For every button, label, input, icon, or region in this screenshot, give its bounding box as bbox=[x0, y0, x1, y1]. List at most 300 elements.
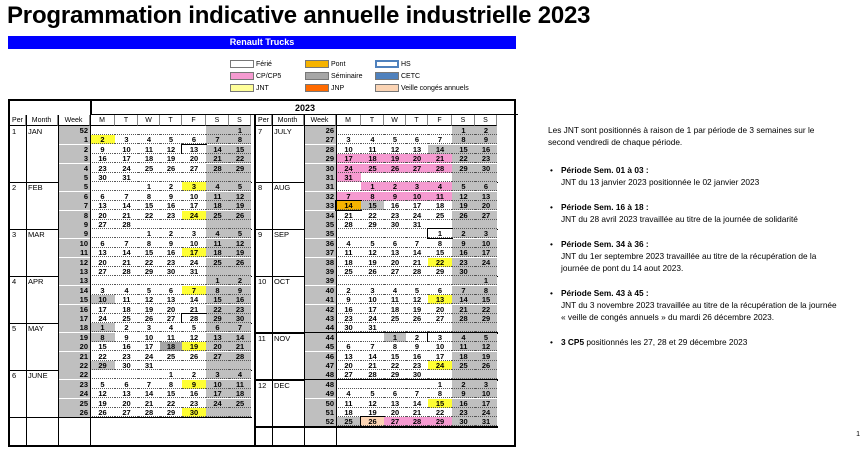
day-cell: 3 bbox=[361, 286, 384, 295]
day-cell bbox=[336, 276, 361, 285]
day-cell: 24 bbox=[428, 361, 452, 370]
day-cell: 27 bbox=[475, 211, 497, 220]
day-cell: 17 bbox=[428, 352, 452, 361]
day-cell bbox=[229, 173, 251, 182]
day-cell: 18 bbox=[336, 258, 361, 267]
week-number: 44 bbox=[304, 333, 336, 342]
note-heading: 3 CP5 bbox=[561, 337, 585, 347]
note-body: JNT du 3 novembre 2023 travaillée au titre de la récupération de la journée « veille de congés annuels » du mardi 26 décembre 2023. bbox=[561, 300, 837, 322]
day-cell: 24 bbox=[90, 314, 115, 323]
day-cell: 24 bbox=[138, 352, 160, 361]
note-item bbox=[548, 164, 838, 188]
day-cell: 28 bbox=[138, 408, 160, 417]
week-number: 3 bbox=[58, 154, 90, 163]
day-cell: 19 bbox=[229, 248, 251, 257]
day-cell: 12 bbox=[361, 248, 384, 257]
period-number: 2 bbox=[12, 183, 17, 193]
day-cell: 4 bbox=[138, 135, 160, 144]
day-cell: 29 bbox=[475, 314, 497, 323]
day-cell bbox=[90, 126, 115, 135]
column-header: F bbox=[428, 115, 452, 126]
day-cell: 4 bbox=[428, 182, 452, 191]
day-cell: 18 bbox=[160, 342, 182, 351]
day-cell: 30 bbox=[475, 164, 497, 173]
week-number: 39 bbox=[304, 267, 336, 276]
day-cell: 3 bbox=[475, 380, 497, 389]
day-cell bbox=[115, 370, 138, 379]
day-cell: 25 bbox=[336, 417, 361, 426]
legend-label: JNT bbox=[256, 84, 269, 92]
day-cell: 25 bbox=[428, 211, 452, 220]
day-cell: 18 bbox=[452, 352, 475, 361]
day-cell: 25 bbox=[384, 314, 406, 323]
day-cell: 9 bbox=[336, 295, 361, 304]
day-cell: 1 bbox=[206, 276, 229, 285]
week-number: 22 bbox=[58, 370, 90, 379]
day-cell: 5 bbox=[452, 182, 475, 191]
day-cell: 9 bbox=[160, 192, 182, 201]
day-cell: 19 bbox=[361, 408, 384, 417]
day-cell: 26 bbox=[384, 164, 406, 173]
day-cell: 30 bbox=[160, 267, 182, 276]
day-cell: 4 bbox=[206, 229, 229, 238]
day-cell: 9 bbox=[406, 342, 428, 351]
day-cell: 14 bbox=[229, 333, 251, 342]
day-cell: 22 bbox=[138, 258, 160, 267]
day-cell: 1 bbox=[428, 380, 452, 389]
day-cell: 28 bbox=[229, 352, 251, 361]
week-number: 34 bbox=[304, 211, 336, 220]
month-label: JULY bbox=[274, 127, 292, 136]
legend-label: Férié bbox=[256, 60, 272, 68]
day-cell: 28 bbox=[115, 267, 138, 276]
day-cell: 30 bbox=[384, 220, 406, 229]
day-cell: 3 bbox=[182, 182, 206, 191]
day-cell: 2 bbox=[452, 380, 475, 389]
day-cell bbox=[229, 361, 251, 370]
day-cell: 20 bbox=[475, 201, 497, 210]
month-label: JUNE bbox=[28, 371, 48, 381]
legend-label: Veille congés annuels bbox=[401, 84, 469, 92]
day-cell: 24 bbox=[115, 164, 138, 173]
day-cell: 18 bbox=[206, 248, 229, 257]
day-cell: 14 bbox=[452, 295, 475, 304]
day-cell bbox=[384, 276, 406, 285]
week-number: 2 bbox=[58, 145, 90, 154]
day-cell: 24 bbox=[206, 399, 229, 408]
day-cell: 28 bbox=[406, 267, 428, 276]
day-cell: 11 bbox=[336, 248, 361, 257]
day-cell: 5 bbox=[160, 135, 182, 144]
day-cell: 1 bbox=[90, 323, 115, 332]
legend-item bbox=[305, 83, 344, 93]
day-cell: 9 bbox=[452, 239, 475, 248]
day-cell: 18 bbox=[115, 305, 138, 314]
day-cell: 26 bbox=[361, 417, 384, 426]
day-cell: 2 bbox=[115, 323, 138, 332]
day-cell: 11 bbox=[206, 239, 229, 248]
day-cell: 17 bbox=[90, 305, 115, 314]
day-cell: 6 bbox=[206, 323, 229, 332]
day-cell: 5 bbox=[138, 286, 160, 295]
day-cell: 23 bbox=[182, 399, 206, 408]
day-cell: 4 bbox=[229, 370, 251, 379]
day-cell bbox=[361, 380, 384, 389]
day-cell: 29 bbox=[206, 314, 229, 323]
day-cell: 21 bbox=[115, 211, 138, 220]
week-number: 19 bbox=[58, 333, 90, 342]
month-label: OCT bbox=[274, 277, 290, 287]
day-cell: 22 bbox=[138, 211, 160, 220]
day-cell bbox=[428, 220, 452, 229]
day-cell: 28 bbox=[406, 417, 428, 426]
day-cell: 13 bbox=[384, 248, 406, 257]
day-cell: 18 bbox=[229, 389, 251, 398]
day-cell: 5 bbox=[384, 135, 406, 144]
day-cell bbox=[336, 182, 361, 191]
day-cell: 4 bbox=[336, 239, 361, 248]
day-cell: 26 bbox=[138, 314, 160, 323]
day-cell: 31 bbox=[475, 417, 497, 426]
day-cell: 23 bbox=[452, 258, 475, 267]
day-cell bbox=[361, 126, 384, 135]
day-cell: 23 bbox=[160, 211, 182, 220]
day-cell: 19 bbox=[90, 399, 115, 408]
day-cell bbox=[361, 229, 384, 238]
week-number: 42 bbox=[304, 305, 336, 314]
legend-swatch bbox=[375, 60, 399, 68]
day-cell: 16 bbox=[229, 295, 251, 304]
week-number: 15 bbox=[58, 295, 90, 304]
day-cell: 9 bbox=[452, 389, 475, 398]
day-cell bbox=[384, 173, 406, 182]
day-cell: 15 bbox=[361, 201, 384, 210]
day-cell bbox=[206, 267, 229, 276]
day-cell: 5 bbox=[90, 380, 115, 389]
day-cell bbox=[428, 276, 452, 285]
day-cell: 10 bbox=[406, 192, 428, 201]
day-cell: 19 bbox=[138, 305, 160, 314]
day-cell: 31 bbox=[138, 361, 160, 370]
day-cell bbox=[452, 370, 475, 379]
day-cell: 8 bbox=[138, 192, 160, 201]
week-number: 38 bbox=[304, 258, 336, 267]
day-cell: 12 bbox=[90, 389, 115, 398]
day-cell: 12 bbox=[229, 239, 251, 248]
day-cell: 29 bbox=[428, 267, 452, 276]
column-header: M bbox=[90, 115, 115, 126]
day-cell: 12 bbox=[384, 145, 406, 154]
day-cell: 27 bbox=[406, 164, 428, 173]
column-header: Per bbox=[10, 115, 26, 126]
day-cell: 25 bbox=[361, 164, 384, 173]
day-cell bbox=[384, 323, 406, 332]
day-cell: 10 bbox=[475, 389, 497, 398]
legend-label: CETC bbox=[401, 72, 421, 80]
day-cell: 13 bbox=[90, 248, 115, 257]
note-heading: Période Sem. 16 à 18 : bbox=[561, 202, 649, 212]
day-cell: 17 bbox=[182, 248, 206, 257]
day-cell bbox=[336, 229, 361, 238]
day-cell: 30 bbox=[452, 267, 475, 276]
day-cell bbox=[115, 126, 138, 135]
week-number: 50 bbox=[304, 399, 336, 408]
month-label: MAR bbox=[28, 230, 45, 240]
day-cell: 6 bbox=[475, 182, 497, 191]
day-cell bbox=[428, 323, 452, 332]
day-cell bbox=[361, 276, 384, 285]
day-cell bbox=[206, 408, 229, 417]
day-cell: 21 bbox=[182, 305, 206, 314]
day-cell: 12 bbox=[406, 295, 428, 304]
note-heading: Période Sem. 34 à 36 : bbox=[561, 239, 649, 249]
day-cell: 28 bbox=[115, 220, 138, 229]
day-cell: 6 bbox=[115, 380, 138, 389]
day-cell bbox=[182, 361, 206, 370]
day-cell: 8 bbox=[475, 286, 497, 295]
day-cell: 10 bbox=[361, 295, 384, 304]
day-cell: 2 bbox=[452, 229, 475, 238]
day-cell: 20 bbox=[336, 361, 361, 370]
day-cell: 10 bbox=[428, 342, 452, 351]
week-number: 47 bbox=[304, 361, 336, 370]
week-number: 51 bbox=[304, 408, 336, 417]
day-cell: 26 bbox=[452, 211, 475, 220]
day-cell: 26 bbox=[406, 314, 428, 323]
month-divider bbox=[256, 426, 498, 428]
day-cell bbox=[452, 323, 475, 332]
day-cell: 18 bbox=[384, 305, 406, 314]
column-header: F bbox=[182, 115, 206, 126]
day-cell: 14 bbox=[115, 201, 138, 210]
legend-swatch bbox=[230, 72, 254, 80]
day-cell: 24 bbox=[475, 408, 497, 417]
day-cell: 21 bbox=[361, 361, 384, 370]
day-cell: 16 bbox=[475, 145, 497, 154]
day-cell: 11 bbox=[428, 192, 452, 201]
day-cell: 21 bbox=[406, 408, 428, 417]
week-number: 16 bbox=[58, 305, 90, 314]
day-cell: 21 bbox=[452, 305, 475, 314]
period-number: 11 bbox=[258, 333, 266, 343]
week-number: 11 bbox=[58, 248, 90, 257]
day-cell: 7 bbox=[336, 192, 361, 201]
note-item bbox=[548, 336, 838, 348]
week-number: 36 bbox=[304, 239, 336, 248]
day-cell: 6 bbox=[384, 389, 406, 398]
day-cell: 30 bbox=[182, 408, 206, 417]
day-cell: 16 bbox=[406, 352, 428, 361]
day-cell: 19 bbox=[160, 154, 182, 163]
week-number: 49 bbox=[304, 389, 336, 398]
day-cell: 10 bbox=[182, 192, 206, 201]
day-cell: 18 bbox=[336, 408, 361, 417]
column-divider bbox=[90, 115, 91, 447]
day-cell: 31 bbox=[361, 323, 384, 332]
day-cell: 20 bbox=[384, 258, 406, 267]
week-number: 5 bbox=[58, 173, 90, 182]
day-cell: 28 bbox=[452, 314, 475, 323]
day-cell: 2 bbox=[406, 333, 428, 342]
day-cell: 8 bbox=[452, 135, 475, 144]
day-cell: 19 bbox=[406, 305, 428, 314]
month-divider bbox=[10, 417, 252, 419]
day-cell: 9 bbox=[115, 333, 138, 342]
day-cell: 30 bbox=[229, 314, 251, 323]
week-number: 31 bbox=[304, 182, 336, 191]
week-number: 30 bbox=[304, 164, 336, 173]
week-number: 20 bbox=[58, 342, 90, 351]
day-cell: 6 bbox=[384, 239, 406, 248]
day-cell: 13 bbox=[336, 352, 361, 361]
week-number: 43 bbox=[304, 314, 336, 323]
day-cell bbox=[452, 173, 475, 182]
column-header: S bbox=[452, 115, 475, 126]
day-cell: 3 bbox=[428, 333, 452, 342]
day-cell: 27 bbox=[115, 408, 138, 417]
day-cell: 17 bbox=[115, 154, 138, 163]
day-cell bbox=[475, 173, 497, 182]
day-cell: 11 bbox=[361, 145, 384, 154]
period-number: 8 bbox=[258, 183, 263, 193]
note-body: positionnés les 27, 28 et 29 décembre 2023 bbox=[584, 337, 748, 347]
month-label: SEP bbox=[274, 230, 290, 240]
day-cell: 28 bbox=[361, 370, 384, 379]
legend-swatch bbox=[375, 84, 399, 92]
day-cell: 7 bbox=[452, 286, 475, 295]
week-number: 8 bbox=[58, 211, 90, 220]
day-cell: 11 bbox=[229, 380, 251, 389]
day-cell: 1 bbox=[138, 229, 160, 238]
day-cell: 7 bbox=[182, 286, 206, 295]
day-cell: 17 bbox=[336, 154, 361, 163]
day-cell bbox=[406, 173, 428, 182]
note-body: JNT du 1er septembre 2023 travaillée au titre de la récupération de la journée de pont du 14 aout 2023. bbox=[561, 251, 817, 273]
day-cell: 2 bbox=[160, 229, 182, 238]
day-cell: 15 bbox=[138, 201, 160, 210]
day-cell bbox=[138, 276, 160, 285]
day-cell: 4 bbox=[361, 135, 384, 144]
day-cell: 19 bbox=[182, 342, 206, 351]
note-body: JNT du 28 avril 2023 travaillée au titre de la journée de solidarité bbox=[561, 214, 798, 224]
page-number: 1 bbox=[856, 431, 860, 438]
day-cell: 14 bbox=[336, 201, 361, 210]
day-cell: 8 bbox=[206, 286, 229, 295]
day-cell: 20 bbox=[406, 154, 428, 163]
day-cell bbox=[115, 229, 138, 238]
day-cell: 5 bbox=[475, 333, 497, 342]
day-cell: 11 bbox=[160, 333, 182, 342]
week-number: 52 bbox=[58, 126, 90, 135]
day-cell: 25 bbox=[336, 267, 361, 276]
day-cell: 13 bbox=[160, 295, 182, 304]
legend-label: Séminaire bbox=[331, 72, 363, 80]
period-number: 9 bbox=[258, 230, 263, 240]
legend-item bbox=[230, 59, 272, 69]
day-cell: 22 bbox=[160, 399, 182, 408]
day-cell bbox=[206, 126, 229, 135]
column-header: Week bbox=[58, 115, 90, 126]
day-cell: 11 bbox=[384, 295, 406, 304]
day-cell: 7 bbox=[138, 380, 160, 389]
day-cell: 31 bbox=[182, 267, 206, 276]
month-label: DEC bbox=[274, 380, 290, 390]
day-cell: 8 bbox=[361, 192, 384, 201]
day-cell: 2 bbox=[475, 126, 497, 135]
day-cell: 13 bbox=[428, 295, 452, 304]
week-number: 5 bbox=[58, 182, 90, 191]
day-cell: 7 bbox=[206, 135, 229, 144]
day-cell: 2 bbox=[182, 370, 206, 379]
day-cell bbox=[90, 370, 115, 379]
day-cell: 2 bbox=[384, 182, 406, 191]
day-cell: 14 bbox=[428, 145, 452, 154]
day-cell: 14 bbox=[361, 352, 384, 361]
week-number: 33 bbox=[304, 201, 336, 210]
period-number: 3 bbox=[12, 230, 17, 240]
day-cell: 20 bbox=[428, 305, 452, 314]
day-cell: 18 bbox=[206, 201, 229, 210]
legend-swatch bbox=[305, 60, 329, 68]
notes-intro: Les JNT sont positionnés à raison de 1 par période de 3 semaines sur le second vendredi de chaque période. bbox=[548, 125, 815, 147]
week-number: 39 bbox=[304, 276, 336, 285]
day-cell: 19 bbox=[384, 154, 406, 163]
day-cell: 29 bbox=[361, 220, 384, 229]
day-cell: 27 bbox=[90, 267, 115, 276]
day-cell: 2 bbox=[336, 286, 361, 295]
day-cell bbox=[160, 276, 182, 285]
day-cell: 24 bbox=[336, 164, 361, 173]
day-cell bbox=[336, 333, 361, 342]
day-cell: 20 bbox=[90, 211, 115, 220]
day-cell bbox=[206, 361, 229, 370]
column-divider bbox=[336, 115, 337, 447]
day-cell: 12 bbox=[452, 192, 475, 201]
day-cell: 16 bbox=[452, 248, 475, 257]
legend-swatch bbox=[305, 72, 329, 80]
day-cell: 24 bbox=[475, 258, 497, 267]
day-cell: 9 bbox=[229, 286, 251, 295]
week-number: 27 bbox=[304, 135, 336, 144]
column-header: M bbox=[336, 115, 361, 126]
column-header: Per bbox=[256, 115, 272, 126]
legend-item bbox=[305, 59, 345, 69]
day-cell: 17 bbox=[406, 201, 428, 210]
week-number: 26 bbox=[58, 408, 90, 417]
day-cell bbox=[115, 182, 138, 191]
day-cell bbox=[138, 173, 160, 182]
day-cell: 16 bbox=[160, 248, 182, 257]
day-cell: 22 bbox=[428, 408, 452, 417]
day-cell: 14 bbox=[206, 145, 229, 154]
week-number: 23 bbox=[58, 380, 90, 389]
day-cell: 11 bbox=[115, 295, 138, 304]
day-cell bbox=[138, 126, 160, 135]
period-number: 1 bbox=[12, 127, 17, 136]
day-cell bbox=[361, 173, 384, 182]
day-cell: 1 bbox=[428, 229, 452, 238]
day-cell: 10 bbox=[182, 239, 206, 248]
week-number: 32 bbox=[304, 192, 336, 201]
day-cell: 27 bbox=[384, 417, 406, 426]
day-cell: 29 bbox=[452, 164, 475, 173]
day-cell: 26 bbox=[229, 258, 251, 267]
day-cell: 15 bbox=[428, 248, 452, 257]
day-cell: 25 bbox=[206, 211, 229, 220]
week-number: 31 bbox=[304, 173, 336, 182]
day-cell: 10 bbox=[115, 145, 138, 154]
week-number: 46 bbox=[304, 352, 336, 361]
